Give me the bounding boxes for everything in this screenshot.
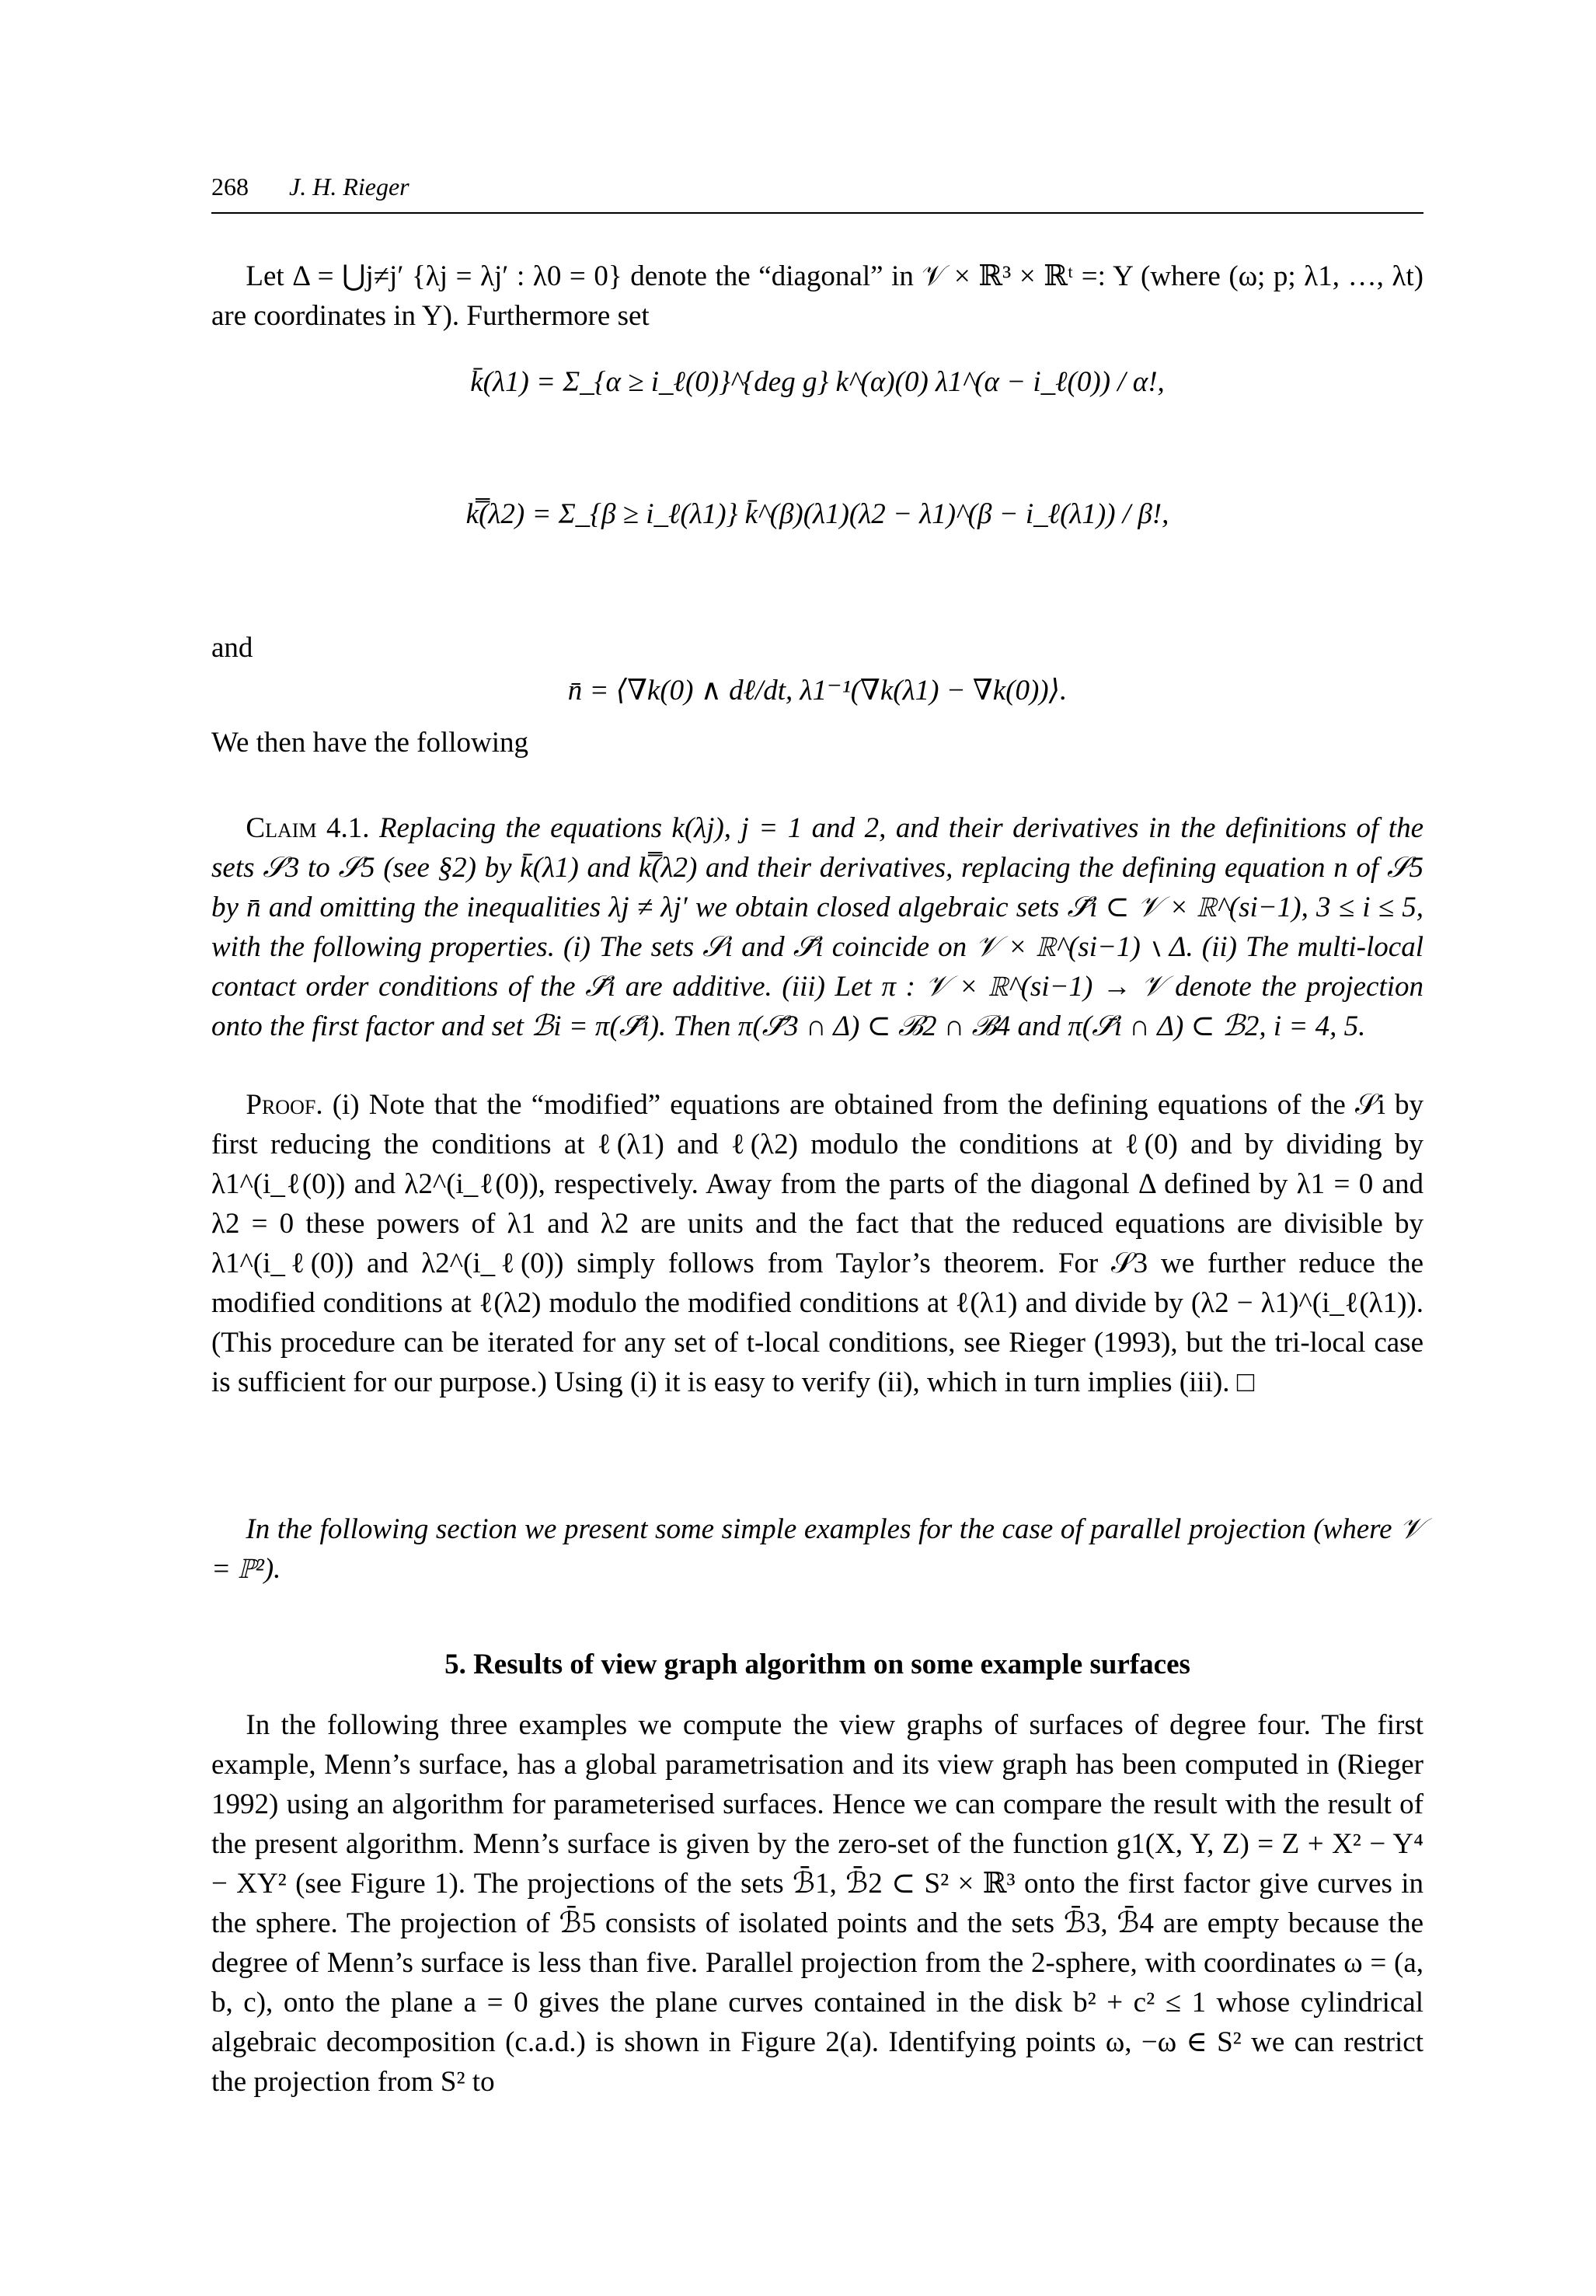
then-text: We then have the following	[211, 727, 529, 759]
running-header	[211, 173, 1424, 214]
claim-4-1	[211, 808, 1424, 1046]
intro-paragraph: Let Δ = ⋃j≠j′ {λj = λj′ : λ0 = 0} denote the “diagonal” in 𝒱 × ℝ³ × ℝᵗ =: Y (where (ω; p; λ1, …, λt) are coordinates in Y). Furthermore set	[211, 260, 1424, 332]
claim-text: Replacing the equations k(λj), j = 1 and 2, and their derivatives in the definitions of the sets 𝒮3 to 𝒮5 (see §2) by k̄(λ1) and k̿(λ2) and their derivatives, replacing the defining equation n of 𝒮5 by n̄ and omitting the inequalities λj ≠ λj′ we obtain closed algebraic sets 𝒮̄i ⊂ 𝒱 × ℝ^(si−1), 3 ≤ i ≤ 5, with the following properties. (i) The sets 𝒮i and 𝒮̄i coincide on 𝒱 × ℝ^(si−1) ∖ Δ. (ii) The multi-local contact order conditions of the 𝒮̄i are additive. (iii) Let π : 𝒱 × ℝ^(si−1) → 𝒱 denote the projection onto the first factor and set ℬi = π(𝒮̄i). Then π(𝒮̄3 ∩ Δ) ⊂ ℬ2 ∩ ℬ4 and π(𝒮̄i ∩ Δ) ⊂ ℬ2, i = 4, 5.	[211, 812, 1424, 1042]
proof-paragraph	[211, 1085, 1424, 1402]
equation-k-double-bar: k̿(λ2) = Σ_{β ≥ i_ℓ(λ1)} k̄^(β)(λ1)(λ2 − λ1)^(β − i_ℓ(λ1)) / β!,	[465, 498, 1169, 530]
equation-n-bar: n̄ = ⟨∇k(0) ∧ dℓ/dt, λ1⁻¹(∇k(λ1) − ∇k(0))⟩.	[567, 675, 1068, 707]
proof-label: Proof.	[246, 1089, 323, 1121]
page-number: 268	[211, 173, 249, 201]
section-heading: 5. Results of view graph algorithm on some example surfaces	[444, 1649, 1190, 1680]
equation-k-bar: k̄(λ1) = Σ_{α ≥ i_ℓ(0)}^{deg g} k^(α)(0) λ1^(α − i_ℓ(0)) / α!,	[470, 366, 1165, 398]
claim-label: Claim 4.1.	[246, 812, 370, 844]
section-paragraph: In the following three examples we compute the view graphs of surfaces of degree four. The first example, Menn’s surface, has a global parametrisation and its view graph has been computed in (Rieger 1992) using an algorithm for parameterised surfaces. Hence we can compare the result with the result of the present algorithm. Menn’s surface is given by the zero-set of the function g1(X, Y, Z) = Z + X² − Y⁴ − XY² (see Figure 1). The projections of the sets ℬ̄1, ℬ̄2 ⊂ S² × ℝ³ onto the first factor give curves in the sphere. The projection of ℬ̄5 consists of isolated points and the sets ℬ̄3, ℬ̄4 are empty because the degree of Menn’s surface is less than five. Parallel projection from the 2-sphere, with coordinates ω = (a, b, c), onto the plane a = 0 gives the plane curves contained in the disk b² + c² ≤ 1 whose cylindrical algebraic decomposition (c.a.d.) is shown in Figure 2(a). Identifying points ω, −ω ∈ S² we can restrict the projection from S² to	[211, 1709, 1424, 2098]
proof-text: (i) Note that the “modified” equations are obtained from the defining equations of the 𝒮i by first reducing the conditions at ℓ(λ1) and ℓ(λ2) modulo the conditions at ℓ(0) and by dividing by λ1^(i_ℓ(0)) and λ2^(i_ℓ(0)), respectively. Away from the parts of the diagonal Δ defined by λ1 = 0 and λ2 = 0 these powers of λ1 and λ2 are units and the fact that the reduced equations are divisible by λ1^(i_ℓ(0)) and λ2^(i_ℓ(0)) simply follows from Taylor’s theorem. For 𝒮3 we further reduce the modified conditions at ℓ(λ2) modulo the modified conditions at ℓ(λ1) and divide by (λ2 − λ1)^(i_ℓ(λ1)). (This procedure can be iterated for any set of t-local conditions, see Rieger (1993), but the tri-local case is sufficient for our purpose.) Using (i) it is easy to verify (ii), which in turn implies (iii). □	[211, 1089, 1424, 1398]
and-label: and	[211, 632, 253, 664]
running-author: J. H. Rieger	[289, 173, 409, 201]
following-section-paragraph: In the following section we present some simple examples for the case of parallel projection (where 𝒱 = ℙ²).	[211, 1513, 1424, 1585]
